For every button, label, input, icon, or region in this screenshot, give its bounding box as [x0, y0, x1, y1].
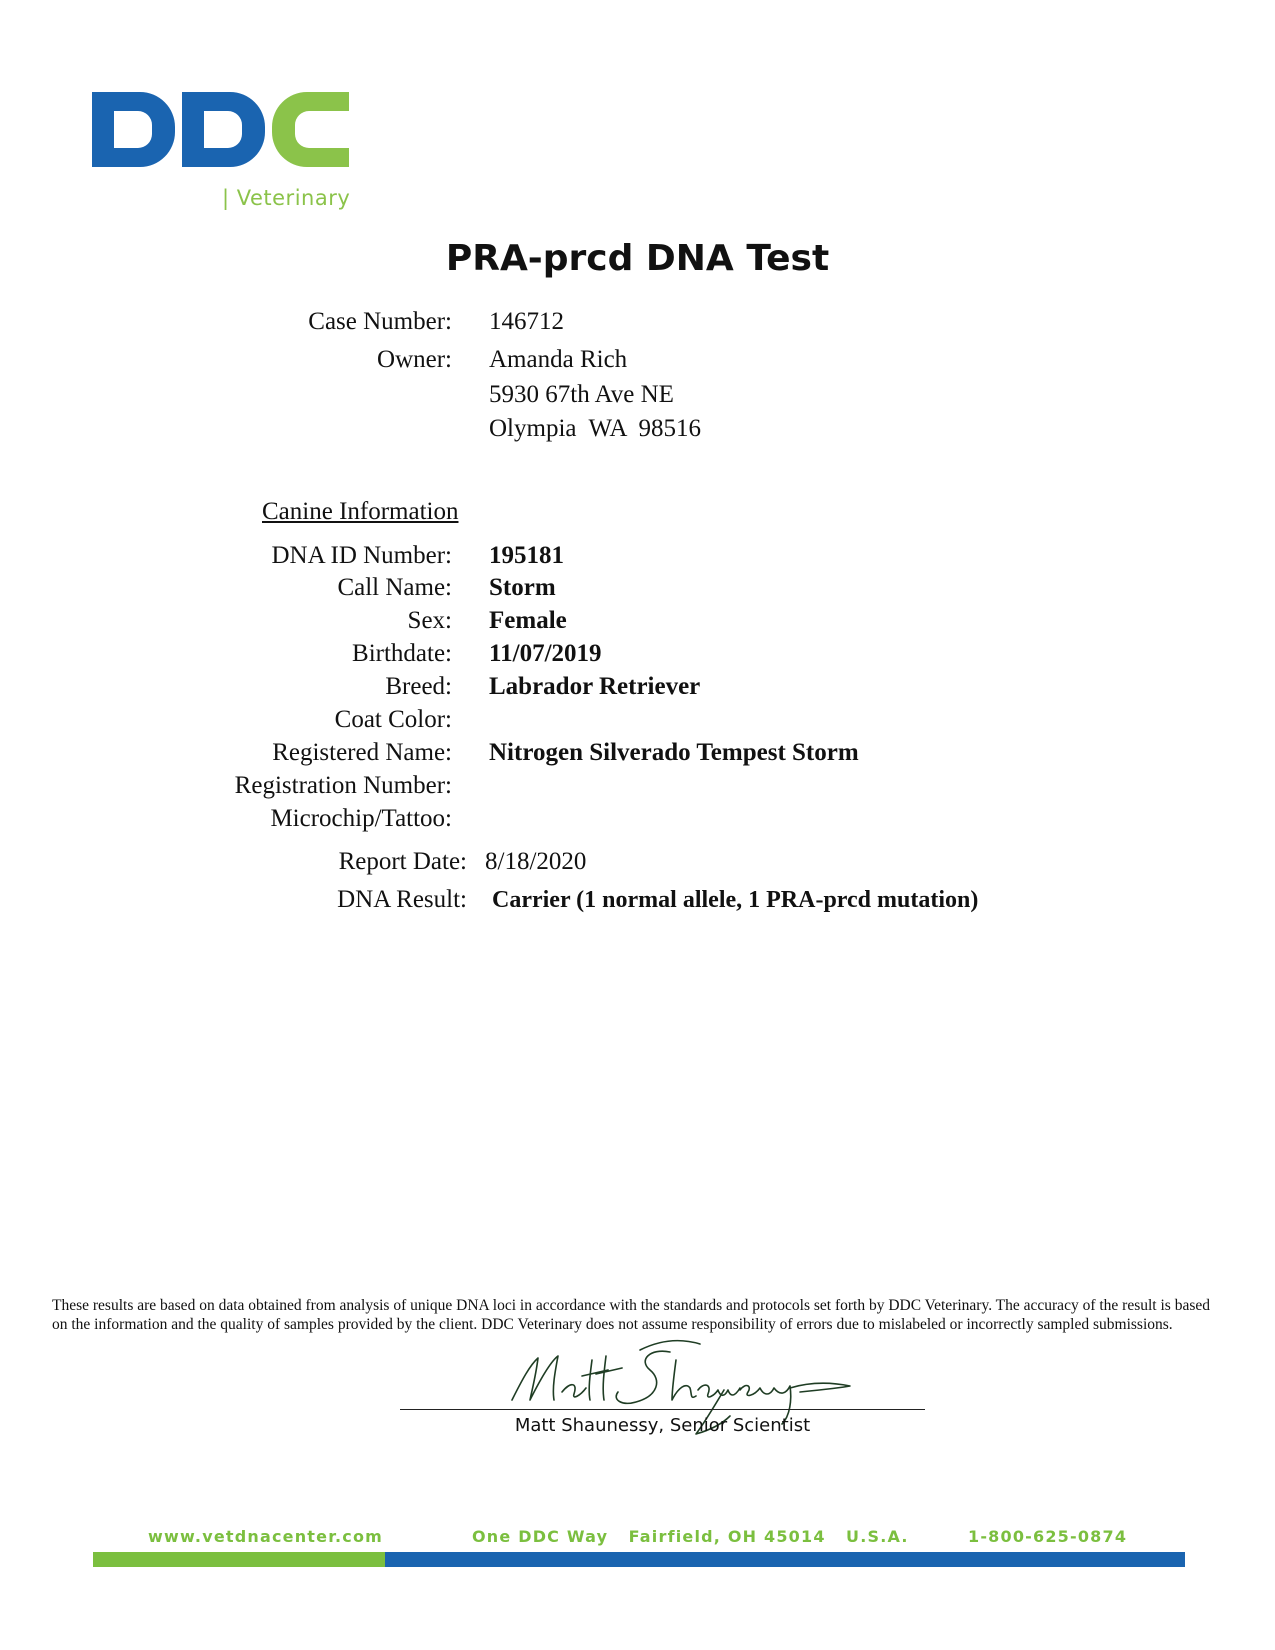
- disclaimer-text: These results are based on data obtained from analysis of unique DNA loci in accordance with the standards and protocols set forth by DDC Veterinary. The accuracy of the result is based on the information and the quality of samples provided by the client. DDC Veterinary does not assume responsibility of errors due to mislabeled or incorrectly sampled submissions.: [52, 1297, 1210, 1333]
- sex-label: Sex:: [407, 607, 452, 634]
- owner-name: Amanda Rich: [489, 346, 628, 373]
- footer-website: www.vetdnacenter.com: [148, 1527, 384, 1546]
- breed-value: Labrador Retriever: [489, 673, 701, 700]
- registration-number-label: Registration Number:: [234, 772, 452, 799]
- registered-name-label: Registered Name:: [272, 739, 452, 766]
- birthdate-label: Birthdate:: [352, 640, 452, 667]
- footer-address: One DDC Way Fairfield, OH 45014 U.S.A.: [472, 1527, 909, 1546]
- call-name-value: Storm: [489, 574, 556, 601]
- owner-address-line-1: 5930 67th Ave NE: [489, 381, 674, 408]
- case-number-value: 146712: [489, 308, 564, 335]
- registered-name-value: Nitrogen Silverado Tempest Storm: [489, 739, 859, 766]
- breed-label: Breed:: [385, 673, 452, 700]
- report-date-value: 8/18/2020: [485, 848, 587, 875]
- logo-subtitle: | Veterinary: [222, 186, 351, 210]
- footer-bar-green: [93, 1552, 385, 1567]
- sex-value: Female: [489, 607, 567, 634]
- footer-bar-blue: [385, 1552, 1185, 1567]
- dna-result-value: Carrier (1 normal allele, 1 PRA-prcd mutation): [492, 887, 979, 913]
- call-name-label: Call Name:: [337, 574, 452, 601]
- document-title: PRA-prcd DNA Test: [445, 238, 830, 279]
- owner-label: Owner:: [377, 346, 452, 373]
- case-number-label: Case Number:: [308, 308, 452, 335]
- dna-id-label: DNA ID Number:: [271, 542, 452, 569]
- coat-color-label: Coat Color:: [334, 706, 452, 733]
- signatory-name-title: Matt Shaunessy, Senior Scientist: [514, 1415, 811, 1436]
- birthdate-value: 11/07/2019: [489, 640, 602, 667]
- dna-id-value: 195181: [489, 542, 564, 569]
- dna-result-label: DNA Result:: [337, 886, 467, 913]
- signature-line: [400, 1409, 925, 1410]
- footer-phone: 1-800-625-0874: [968, 1527, 1128, 1546]
- report-date-label: Report Date:: [338, 848, 467, 875]
- microchip-tattoo-label: Microchip/Tattoo:: [270, 805, 452, 832]
- owner-address-line-2: Olympia WA 98516: [489, 415, 702, 442]
- canine-information-heading: Canine Information: [262, 498, 459, 525]
